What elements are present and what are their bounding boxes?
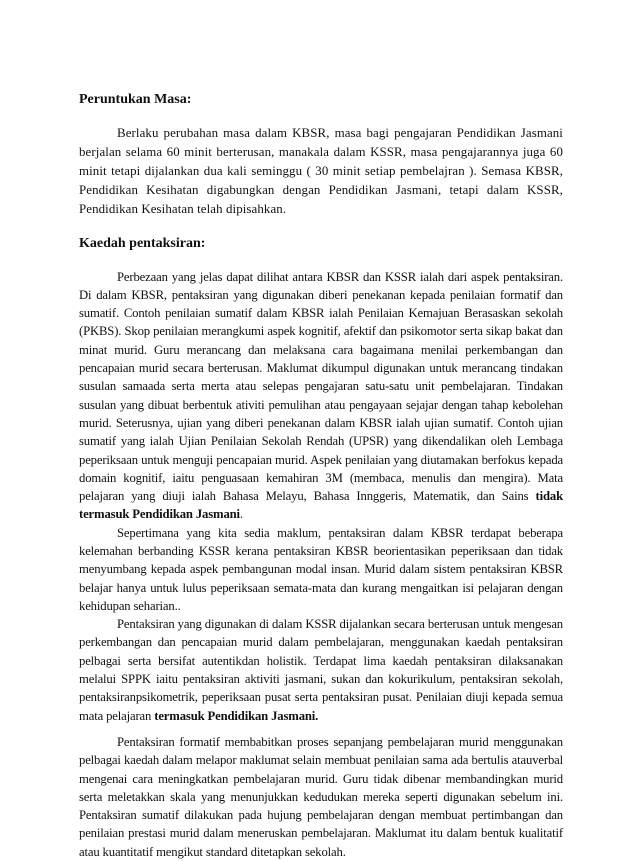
paragraph-perbezaan [79, 268, 563, 524]
heading-peruntukan-masa: Peruntukan Masa: [79, 92, 192, 107]
document-body [79, 91, 563, 861]
bold-termasuk: termasuk Pendidikan Jasmani. [154, 708, 319, 723]
paragraph-peruntukan-masa: Berlaku perubahan masa dalam KBSR, masa bagi pengajaran Pendidikan Jasmani berjalan selama 60 minit berterusan, manakala dalam KSSR, masa pengajarannya juga 60 minit tetapi dijalankan dua kali seminggu ( 30 minit setiap pembelajran ). Semasa KBSR, Pendidikan Kesihatan digabungkan dengan Pendidikan Jasmani, tetapi dalam KSSR, Pendidikan Kesihatan telah dipisahkan. [79, 126, 563, 216]
paragraph-pentaksiran-kssr-text: Pentaksiran yang digunakan di dalam KSSR dijalankan secara berterusan untuk mengesan perkembangan dan pencapaian murid dalam pembelajaran, menggunakan kaedah pentaksiran pelbagai serta bersifat autentikdan holistik. Terdapat lima kaedah pentaksiran dilaksanakan melalui SPPK iaitu pentaksiran aktiviti jasmani, sukan dan kokurikulum, pentaksiran sekolah, pentaksiranpsikometrik, peperiksaan pusat serta pentaksiran pusat. Penilaian diuji kepada semua mata pelajaran [79, 617, 563, 723]
paragraph-pentaksiran-formatif: Pentaksiran formatif membabitkan proses sepanjang pembelajaran murid menggunakan pelbagai kaedah dalam melapor maklumat selain membuat penilaian sama ada bertulis atauverbal mengenai cara meningkatkan pembelajaran murid. Guru tidak dibenar membandingkan murid serta meletakkan skala yang menunjukkan kedudukan mereka seperti digunakan sebelum ini. Pentaksiran sumatif dilakukan pada hujung pembelajaran dengan membuat pertimbangan dan penilaian prestasi murid dalam meneruskan pembelajaran. Maklumat itu dalam bentuk kualitatif atau kuantitatif mengikut standard ditetapkan sekolah. [79, 734, 563, 859]
paragraph-pentaksiran-kssr [79, 615, 563, 725]
paragraph-perbezaan-text: Perbezaan yang jelas dapat dilihat antara KBSR dan KSSR ialah dari aspek pentaksiran. Di dalam KBSR, pentaksiran yang digunakan diberi penekanan kepada penilaian formatif dan sumatif. Contoh penilaian sumatif dalam KBSR ialah Penilaian Kemajuan Berasaskan sekolah (PKBS). Skop penilaian merangkumi aspek kognitif, afektif dan psikomotor serta sikap bakat dan minat murid. Guru merancang dan melaksana cara bagaimana menilai perkembangan dan pencapaian murid secara berterusan. Maklumat dikumpul digunakan untuk merancang tindakan susulan samaada serta merta atau selepas pengajaran satu-satu unit pembelajaran. Tindakan susulan yang dibuat berbentuk ativiti pemulihan atau pengayaan sejajar dengan tahap kebolehan murid. Seterusnya, ujian yang diberi penekanan dalam KBSR ialah ujian sumatif. Contoh ujian sumatif yang ialah Ujian Penilaian Sekolah Rendah (UPSR) yang dikendalikan oleh Lembaga peperiksaan untuk menguji pencapaian murid. Aspek penilaian yang diutamakan berfokus kepada domain kognitif, iaitu penguasaan kemahiran 3M (membaca, menulis dan mengira). Mata pelajaran yang diuji ialah Bahasa Melayu, Bahasa Innggeris, Matematik, dan Sains [79, 269, 563, 504]
bold-tidak-termasuk: tidak termasuk Pendidikan Jasmani [79, 489, 563, 522]
heading-kaedah-pentaksiran: Kaedah pentaksiran: [79, 235, 206, 251]
paragraph-kelemahan-kbsr: Sepertimana yang kita sedia maklum, pentaksiran dalam KBSR terdapat beberapa kelemahan berbanding KSSR kerana pentaksiran KBSR beorientasikan peperiksaan dan tidak menyumbang kepada aspek pembangunan modal insan. Murid dalam sistem pentaksiran KBSR belajar hanya untuk lulus peperiksaan semata-mata dan kurang mengaitkan isi pelajaran dengan kehidupan seharian.. [79, 525, 563, 613]
paragraph-perbezaan-end: . [239, 507, 243, 522]
